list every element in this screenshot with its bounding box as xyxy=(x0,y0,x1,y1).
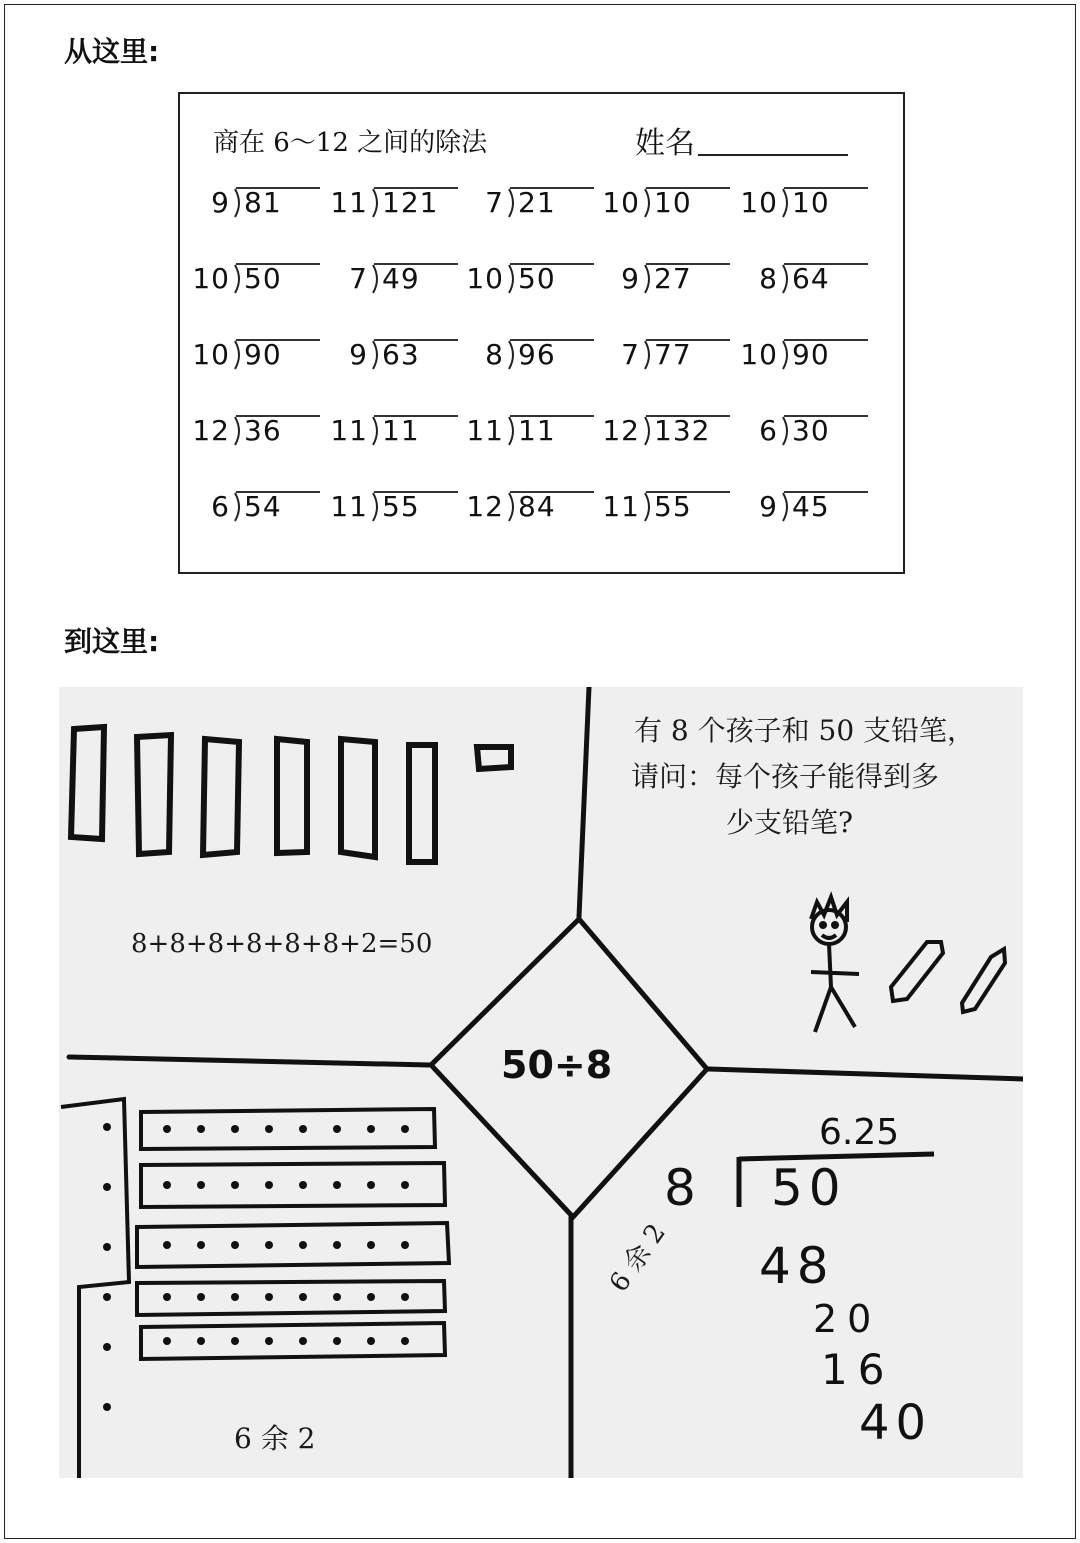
division-problem xyxy=(728,338,864,378)
problem-divisor: 11 xyxy=(330,414,368,447)
division-problem xyxy=(590,338,726,378)
division-bracket xyxy=(232,416,244,446)
division-bracket xyxy=(506,340,518,370)
dot xyxy=(401,1125,409,1133)
name-label: 姓名 xyxy=(635,126,695,161)
student-drawing-photo xyxy=(59,687,1023,1478)
problem-divisor: 10 xyxy=(466,262,504,295)
dot xyxy=(333,1241,341,1249)
fold-line-left xyxy=(69,1057,429,1065)
division-problem xyxy=(728,490,864,530)
dot xyxy=(333,1181,341,1189)
dot xyxy=(231,1181,239,1189)
division-bracket xyxy=(780,416,792,446)
dot xyxy=(299,1181,307,1189)
division-bracket xyxy=(780,188,792,218)
problem-dividend: 10 xyxy=(792,186,830,219)
problem-dividend: 84 xyxy=(518,490,556,523)
problem-dividend: 64 xyxy=(792,262,830,295)
division-bracket xyxy=(370,264,382,294)
dot xyxy=(333,1125,341,1133)
division-bracket xyxy=(780,340,792,370)
division-problem xyxy=(728,414,864,454)
dot xyxy=(265,1241,273,1249)
problem-dividend: 50 xyxy=(244,262,282,295)
division-problem xyxy=(454,262,590,302)
problem-divisor: 8 xyxy=(485,338,504,371)
problem-text-line-1: 有 8 个孩子和 50 支铅笔， xyxy=(634,714,976,747)
remainder-label-bottom: 6 余 2 xyxy=(234,1422,316,1455)
problem-dividend: 45 xyxy=(792,490,830,523)
division-bracket xyxy=(370,492,382,522)
division-bracket xyxy=(370,416,382,446)
division-problem xyxy=(590,490,726,530)
stick-figure-icon xyxy=(811,897,859,1032)
problem-dividend: 81 xyxy=(244,186,282,219)
dot xyxy=(163,1337,171,1345)
dot xyxy=(367,1293,375,1301)
problem-dividend: 11 xyxy=(382,414,420,447)
problem-divisor: 10 xyxy=(740,186,778,219)
problem-dividend: 36 xyxy=(244,414,282,447)
problem-dividend: 77 xyxy=(654,338,692,371)
dot xyxy=(367,1181,375,1189)
division-bracket xyxy=(232,340,244,370)
dot xyxy=(231,1293,239,1301)
dot xyxy=(163,1181,171,1189)
division-problem xyxy=(180,414,316,454)
dot xyxy=(367,1125,375,1133)
division-problem xyxy=(180,186,316,226)
problem-divisor: 11 xyxy=(602,490,640,523)
division-bracket xyxy=(232,492,244,522)
problem-divisor: 8 xyxy=(759,262,778,295)
problem-dividend: 90 xyxy=(792,338,830,371)
division-bracket xyxy=(370,340,382,370)
dot xyxy=(231,1241,239,1249)
problem-divisor: 9 xyxy=(211,186,230,219)
problem-divisor: 11 xyxy=(330,186,368,219)
problem-dividend: 90 xyxy=(244,338,282,371)
problem-divisor: 12 xyxy=(602,414,640,447)
dot xyxy=(265,1337,273,1345)
problem-dividend: 11 xyxy=(518,414,556,447)
dot xyxy=(197,1241,205,1249)
division-worksheet xyxy=(178,92,905,574)
dot xyxy=(163,1125,171,1133)
dot xyxy=(197,1337,205,1345)
division-bracket xyxy=(232,264,244,294)
dot xyxy=(299,1125,307,1133)
problem-dividend: 55 xyxy=(382,490,420,523)
ld-step-2: 20 xyxy=(813,1297,882,1341)
quotient: 6.25 xyxy=(819,1112,900,1153)
division-problem xyxy=(180,490,316,530)
dot xyxy=(401,1181,409,1189)
addition-equation: 8+8+8+8+8+8+2=50 xyxy=(131,929,433,959)
problem-dividend: 132 xyxy=(654,414,711,447)
division-bracket xyxy=(506,188,518,218)
dot xyxy=(299,1337,307,1345)
dot xyxy=(103,1243,111,1251)
fold-line-right xyxy=(709,1069,1023,1079)
problem-text-line-2: 请问：每个孩子能得到多 xyxy=(631,760,940,793)
problem-divisor: 12 xyxy=(466,490,504,523)
problem-divisor: 10 xyxy=(602,186,640,219)
dot xyxy=(333,1337,341,1345)
division-bracket xyxy=(642,416,654,446)
problem-dividend: 121 xyxy=(382,186,439,219)
dot xyxy=(265,1181,273,1189)
dot xyxy=(197,1125,205,1133)
problem-divisor: 12 xyxy=(192,414,230,447)
to-here-label: 到这里: xyxy=(64,625,160,658)
problem-text-line-3: 少支铅笔? xyxy=(726,806,854,839)
remainder-label-center: 6 余 2 xyxy=(603,1218,672,1298)
dot xyxy=(367,1241,375,1249)
problem-dividend: 27 xyxy=(654,262,692,295)
division-problem xyxy=(590,414,726,454)
dot xyxy=(401,1337,409,1345)
division-problem xyxy=(318,338,454,378)
dot xyxy=(265,1125,273,1133)
dot xyxy=(299,1293,307,1301)
dot xyxy=(401,1241,409,1249)
problem-divisor: 9 xyxy=(759,490,778,523)
name-blank-line xyxy=(698,154,848,156)
division-bracket xyxy=(506,264,518,294)
division-bracket xyxy=(642,340,654,370)
problem-divisor: 10 xyxy=(192,262,230,295)
dot xyxy=(197,1181,205,1189)
division-problem xyxy=(318,414,454,454)
ld-step-4: 40 xyxy=(859,1395,933,1451)
division-bracket xyxy=(232,188,244,218)
division-bracket xyxy=(642,492,654,522)
dot xyxy=(103,1183,111,1191)
division-problem xyxy=(728,262,864,302)
dot xyxy=(401,1293,409,1301)
problem-dividend: 54 xyxy=(244,490,282,523)
division-problem xyxy=(454,414,590,454)
division-bracket xyxy=(642,264,654,294)
problem-divisor: 9 xyxy=(349,338,368,371)
division-bracket xyxy=(506,492,518,522)
problem-dividend: 63 xyxy=(382,338,420,371)
division-bracket xyxy=(642,188,654,218)
problem-dividend: 21 xyxy=(518,186,556,219)
from-here-label: 从这里: xyxy=(64,35,160,68)
problem-divisor: 9 xyxy=(621,262,640,295)
problem-dividend: 10 xyxy=(654,186,692,219)
dot xyxy=(163,1293,171,1301)
problem-dividend: 49 xyxy=(382,262,420,295)
ld-divisor: 8 xyxy=(664,1159,696,1217)
problem-divisor: 6 xyxy=(211,490,230,523)
problem-divisor: 11 xyxy=(466,414,504,447)
division-problem xyxy=(318,186,454,226)
problem-divisor: 7 xyxy=(349,262,368,295)
problem-divisor: 10 xyxy=(192,338,230,371)
ld-step-1: 48 xyxy=(759,1237,835,1295)
dot xyxy=(333,1293,341,1301)
problem-dividend: 30 xyxy=(792,414,830,447)
problem-divisor: 6 xyxy=(759,414,778,447)
dot xyxy=(103,1403,111,1411)
problem-divisor: 10 xyxy=(740,338,778,371)
division-problem xyxy=(318,490,454,530)
division-problem xyxy=(590,186,726,226)
problem-dividend: 55 xyxy=(654,490,692,523)
division-problem xyxy=(180,338,316,378)
division-problem xyxy=(728,186,864,226)
fold-line-top xyxy=(579,687,589,917)
dot xyxy=(163,1241,171,1249)
dot xyxy=(231,1125,239,1133)
division-bracket xyxy=(506,416,518,446)
problem-divisor: 11 xyxy=(330,490,368,523)
dot xyxy=(197,1293,205,1301)
problem-divisor: 7 xyxy=(621,338,640,371)
division-problem xyxy=(454,186,590,226)
dot xyxy=(299,1241,307,1249)
problem-divisor: 7 xyxy=(485,186,504,219)
dot xyxy=(367,1337,375,1345)
problem-dividend: 50 xyxy=(518,262,556,295)
problem-dividend: 96 xyxy=(518,338,556,371)
pencil-drawings-icon xyxy=(891,942,1005,1012)
center-expression: 50÷8 xyxy=(501,1043,613,1087)
pencil-packs-drawing xyxy=(71,727,511,862)
dot xyxy=(103,1293,111,1301)
division-problem xyxy=(454,338,590,378)
division-problem xyxy=(180,262,316,302)
division-bracket xyxy=(370,188,382,218)
division-bracket xyxy=(780,264,792,294)
ld-step-3: 16 xyxy=(821,1345,895,1394)
division-problem xyxy=(590,262,726,302)
division-problem xyxy=(454,490,590,530)
dot xyxy=(265,1293,273,1301)
division-bracket xyxy=(780,492,792,522)
ld-dividend: 50 xyxy=(771,1159,847,1217)
dot xyxy=(103,1343,111,1351)
division-problem xyxy=(318,262,454,302)
dot xyxy=(103,1123,111,1131)
dot xyxy=(231,1337,239,1345)
worksheet-title: 商在 6～12 之间的除法 xyxy=(213,128,488,158)
